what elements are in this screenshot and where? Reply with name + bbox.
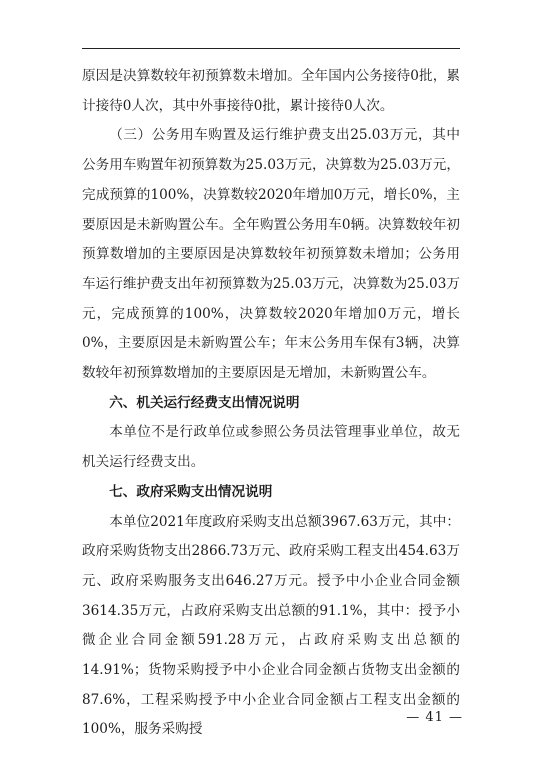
paragraph-procurement: 本单位2021年度政府采购支出总额3967.63万元，其中：政府采购货物支出2866.73万元、政府采购工程支出454.63万元、政府采购服务支出646.27万元。授予中小企业合同金额3614.35万元，占政府采购支出总额的91.1%，其中：授予小微企业合同金额591.28万元，占政府采购支出总额的14.91%；货物采购授予中小企业合同金额占货物支出金额的87.6%，工程采购授予中小企业合同金额占工程支出金额的100%，服务采购授 <box>82 513 460 738</box>
paragraph-continuation: 原因是决算数较年初预算数未增加。全年国内公务接待0批，累计接待0人次，其中外事接待0批，累计接待0人次。 <box>82 68 460 114</box>
header-rule <box>82 48 460 49</box>
section-heading-operating-expenses: 六、机关运行经费支出情况说明 <box>109 394 300 411</box>
paragraph-vehicle-expenses: （三）公务用车购置及运行维护费支出25.03万元，其中公务用车购置年初预算数为25.03万元，决算数为25.03万元，完成预算的100%，决算数较2020年增加0万元，增长0%，主要原因是未新购置公车。全年购置公务用车0辆。决算数较年初预算数增加的主要原因是决算数较年初预算数未增加；公务用车运行维护费支出年初预算数为25.03万元，决算数为25.03万元，完成预算的100%，决算数较2020年增加0万元，增长0%，主要原因是未新购置公车；年末公务用车保有3辆，决算数较年初预算数增加的主要原因是无增加，未新购置公车。 <box>82 127 460 382</box>
paragraph-operating-expenses: 本单位不是行政单位或参照公务员法管理事业单位，故无机关运行经费支出。 <box>82 424 460 471</box>
section-heading-procurement: 七、政府采购支出情况说明 <box>109 483 273 500</box>
page-number: — 41 — <box>406 710 463 725</box>
document-body <box>82 62 460 745</box>
